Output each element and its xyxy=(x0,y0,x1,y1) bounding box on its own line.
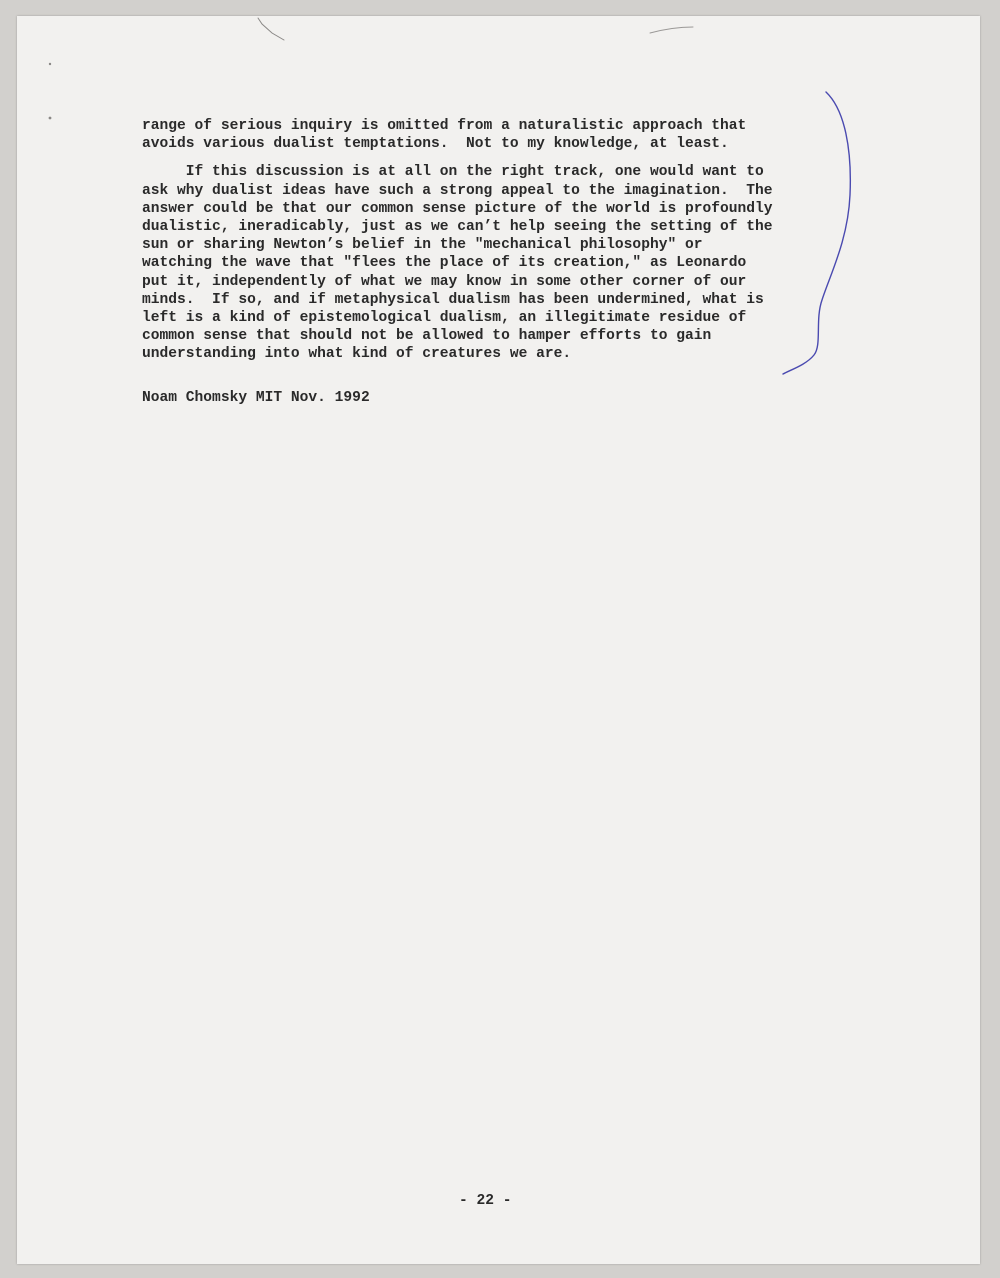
document-body xyxy=(142,117,842,364)
text-line: watching the wave that "flees the place of its creation," as Leonardo xyxy=(142,255,747,272)
text-line: understanding into what kind of creatures we are. xyxy=(142,346,572,363)
text-line: If this discussion is at all on the right track, one would want to xyxy=(142,164,764,181)
text-line: avoids various dualist temptations. Not to my knowledge, at least. xyxy=(142,136,729,153)
text-line: left is a kind of epistemological dualism, an illegitimate residue of xyxy=(142,310,747,327)
text-line: dualistic, ineradicably, just as we can’t help seeing the setting of the xyxy=(142,219,773,236)
text-line: common sense that should not be allowed to hamper efforts to gain xyxy=(142,328,712,345)
text-line: ask why dualist ideas have such a strong appeal to the imagination. The xyxy=(142,182,773,199)
text-line: minds. If so, and if metaphysical dualism has been undermined, what is xyxy=(142,291,764,308)
paragraph-1 xyxy=(142,117,842,153)
page-number: - 22 - xyxy=(459,1193,512,1209)
text-line: answer could be that our common sense picture of the world is profoundly xyxy=(142,200,773,217)
signature-line: Noam Chomsky MIT Nov. 1992 xyxy=(142,390,370,406)
text-line: range of serious inquiry is omitted from a naturalistic approach that xyxy=(142,118,747,134)
text-line: put it, independently of what we may know in some other corner of our xyxy=(142,273,747,290)
paragraph-2 xyxy=(142,163,842,363)
paragraph-gap xyxy=(142,153,842,163)
text-line: sun or sharing Newton’s belief in the "mechanical philosophy" or xyxy=(142,237,703,254)
